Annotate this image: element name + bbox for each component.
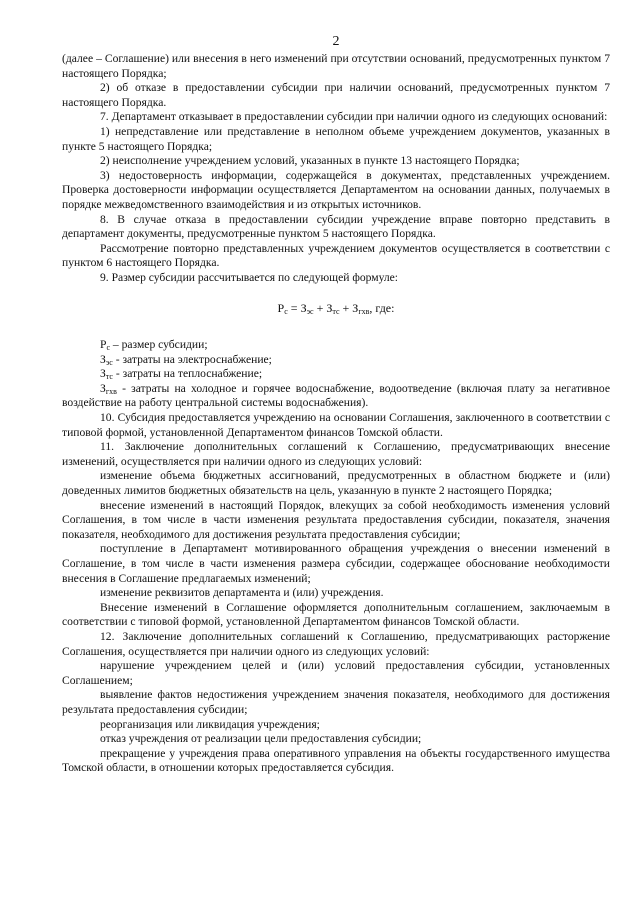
paragraph: выявление фактов недостижения учреждением значения показателя, необходимого для достижения результата предоставления субсидии; [62,688,610,716]
definition-item [62,367,610,382]
definition-item [62,382,610,411]
formula-z2: З [326,300,333,315]
definition-item [62,338,610,353]
formula-z3-sub: гхв [358,306,370,316]
definition-item [62,353,610,368]
definition-text: – размер субсидии; [110,338,208,352]
paragraphs-after [62,411,610,776]
paragraph: 9. Размер субсидии рассчитывается по следующей формуле: [100,270,399,284]
paragraphs-before [62,52,610,286]
paragraph: 3) недостоверность информации, содержащейся в документах, представленных учреждением. Проверка достоверности информации осуществляется Департаментом на основании данных, получаемых в порядке межведомственного взаимодействия и из открытых источников. [62,168,610,211]
formula-r: Р [277,300,285,315]
definition-symbol: З [100,367,106,381]
paragraph: отказ учреждения от реализации цели предоставления субсидии; [100,732,422,746]
formula-z2-sub: тс [332,306,340,316]
definition-text: - затраты на электроснабжение; [112,352,272,366]
formula-tail: , где: [369,300,395,315]
formula [62,301,610,316]
paragraph: Внесение изменений в Соглашение оформляется дополнительным соглашением, заключаемым в соответствии с типовой формой, установленной Департаментом финансов Томской области. [62,600,610,629]
formula-plus: + [342,300,350,315]
paragraph: 12. Заключение дополнительных соглашений к Соглашению, предусматривающих расторжение Соглашения, осуществляется при наличии одного из следующих условий: [62,629,610,658]
paragraph: 10. Субсидия предоставляется учреждению на основании Соглашения, заключенного в соответствии с типовой формой, установленной Департаментом финансов Томской области. [62,411,610,439]
definition-symbol-sub: с [106,343,111,353]
page-number: 2 [332,34,340,49]
definitions [62,338,610,411]
definition-symbol-sub: тс [105,372,113,382]
paragraph: 2) неисполнение учреждением условий, указанных в пункте 13 настоящего Порядка; [100,154,520,168]
paragraph: 8. В случае отказа в предоставлении субсидии учреждение вправе повторно представить в департамент документы, предусмотренные пунктом 5 настоящего Порядка. [62,212,610,241]
formula-eq: = [290,300,298,315]
definition-symbol-sub: эс [105,357,113,367]
definition-symbol-sub: гхв [105,386,117,396]
formula-z1: З [300,300,307,315]
definition-symbol: З [100,352,106,366]
definition-text: - затраты на холодное и горячее водоснабжение, водоотведение (включая плату за негативное воздействие на работу центральной системы водоснабжения). [62,381,610,410]
paragraph: (далее – Соглашение) или внесения в него изменений при отсутствии оснований, предусмотренных пунктом 7 настоящего Порядка; [62,52,610,80]
paragraph: Рассмотрение повторно представленных учреждением документов осуществляется в соответствии с пунктом 6 настоящего Порядка. [62,241,610,270]
definition-symbol: З [100,381,106,395]
paragraph: изменение объема бюджетных ассигнований, предусмотренных в областном бюджете и (или) доведенных лимитов бюджетных обязательств на цель, указанную в пункте 2 настоящего Порядка; [62,469,610,498]
paragraph: поступление в Департамент мотивированного обращения учреждения о внесении изменений в Соглашение, в том числе в части изменения размера субсидии, содержащее обоснование необходимости внесения в Соглашение предлагаемых изменений; [62,542,610,585]
definition-text: - затраты на теплоснабжение; [112,367,263,381]
paragraph: изменение реквизитов департамента и (или) учреждения. [100,586,384,600]
paragraph: нарушение учреждением целей и (или) условий предоставления субсидии, установленных Соглашением; [62,659,610,687]
paragraph: 7. Департамент отказывает в предоставлении субсидии при наличии одного из следующих оснований: [100,110,608,124]
definition-symbol: Р [100,338,107,352]
paragraph: прекращение у учреждения права оперативного управления на объекты государственного имущества Томской области, в отношении которых предоставляется субсидия. [62,746,610,775]
paragraph: 11. Заключение дополнительных соглашений к Соглашению, предусматривающих внесение изменений, осуществляется при наличии одного из следующих условий: [62,440,610,468]
formula-r-sub: с [284,306,288,316]
formula-z1-sub: эс [306,306,314,316]
paragraph: внесение изменений в настоящий Порядок, влекущих за собой необходимость изменения условий Соглашения, в том числе в части изменения результата предоставления субсидии, показателя, значения показателя, необходимого для достижения результата предоставления субсидии; [62,498,610,541]
paragraph: 1) непредставление или представление в неполном объеме учреждением документов, указанных в пункте 5 настоящего Порядка; [62,124,610,153]
paragraph: 2) об отказе в предоставлении субсидии при наличии оснований, предусмотренных пунктом 7 настоящего Порядка. [62,81,610,109]
formula-z3: З [352,300,359,315]
paragraph: реорганизация или ликвидация учреждения; [100,717,320,731]
formula-plus: + [316,300,324,315]
